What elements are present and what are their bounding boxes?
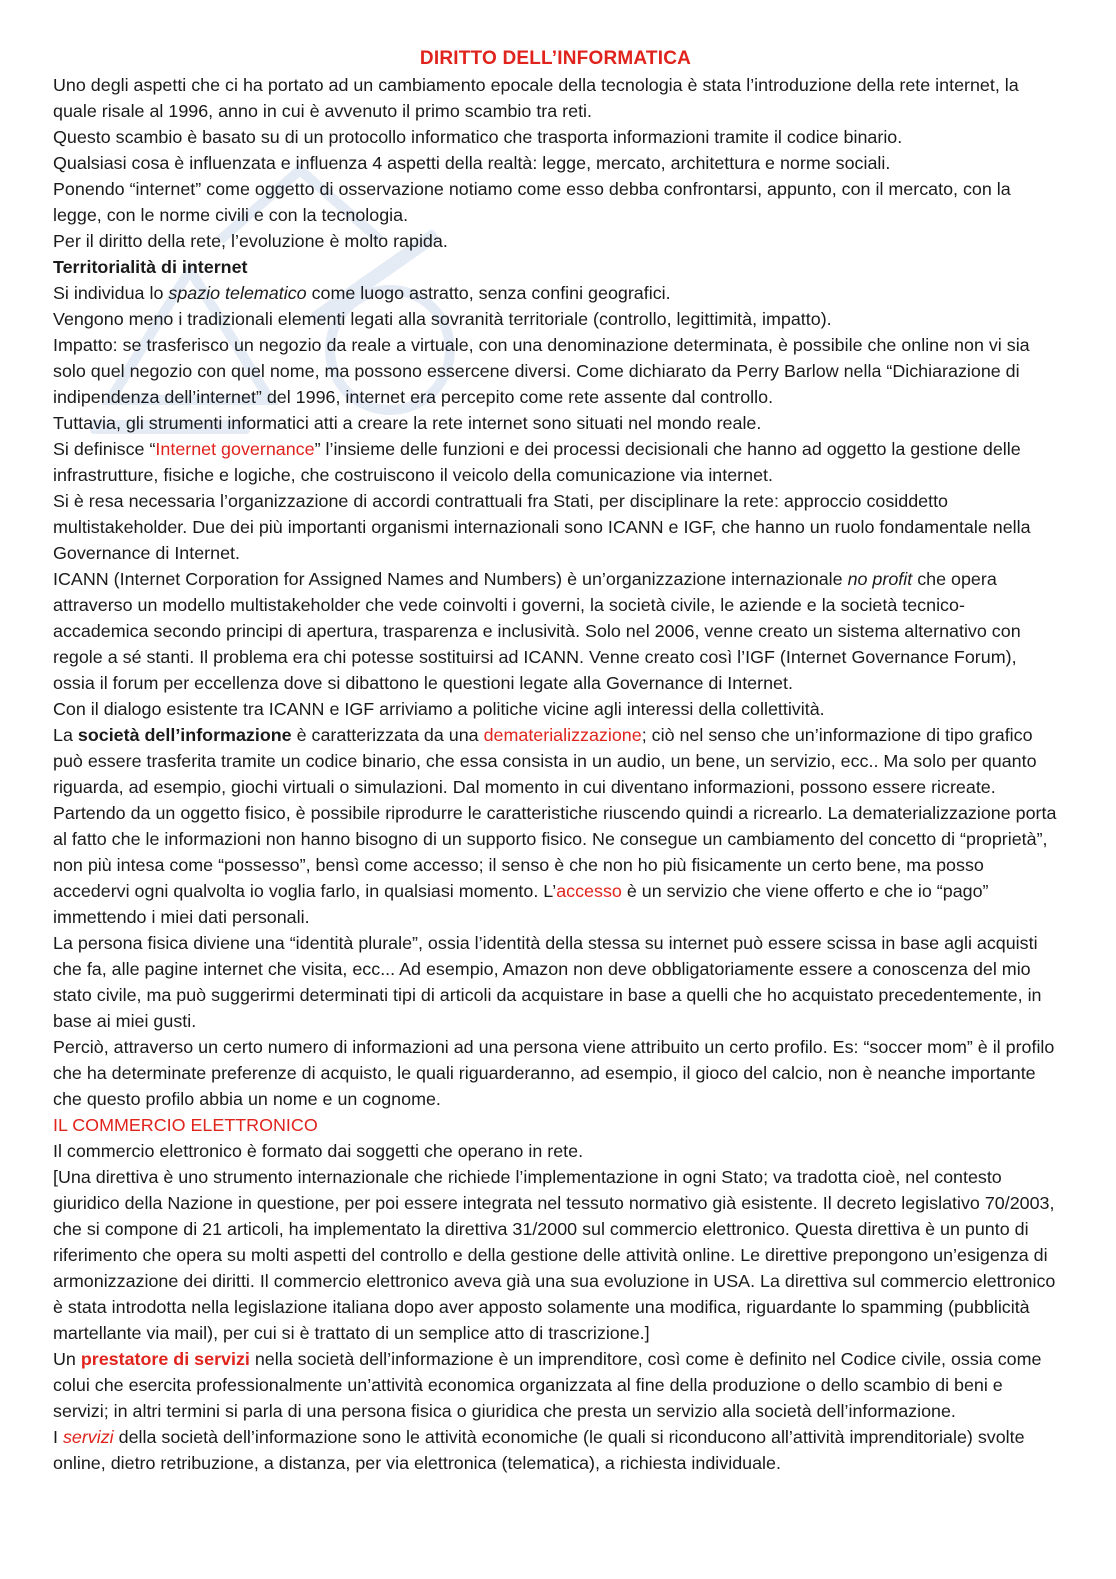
text-run: Si individua lo [53,283,169,303]
paragraph [53,280,1058,306]
text-run: Un [53,1349,81,1369]
paragraph: La persona fisica diviene una “identità plurale”, ossia l’identità della stessa su internet può essere scissa in base agli acquisti che fa, alle pagine internet che visita, ecc... Ad esempio, Amazon non deve obbligatoriamente essere a conoscenza del mio stato civile, ma può suggerirmi determinati tipi di articoli da acquistare in base a quelli che ho acquistato precedentemente, in base ai miei gusti. [53,933,1042,1031]
italic-term: servizi [62,1427,114,1447]
paragraph [53,566,1058,696]
text-run: è caratterizzata da una [291,725,484,745]
paragraph [53,722,1058,930]
highlight-term: dematerializzazione [483,725,642,745]
paragraph: Per il diritto della rete, l’evoluzione è molto rapida. [53,231,448,251]
paragraph: Uno degli aspetti che ci ha portato ad un cambiamento epocale della tecnologia è stata l’introduzione della rete internet, la quale risale al 1996, anno in cui è avvenuto il primo scambio tra reti. [53,75,1019,121]
text-run: ; ciò nel senso che un’informazione di tipo grafico può essere trasferita tramite un codice binario, che essa consista in un audio, un bene, un servizio, ecc.. Ma solo per quanto riguarda, ad esempio, giochi virtuali o simulazioni. Dal momento in cui diventano informazioni, possono essere ricreate. Partendo da un oggetto fisico, è possibile riprodurre le caratteristiche riuscendo quindi a ricrearlo. La dematerializzazione porta al fatto che le informazioni non hanno bisogno di un supporto fisico. Ne consegue un cambiamento del concetto di “proprietà”, non più intesa come “possesso”, bensì come accesso; il senso è che non ho più fisicamente un certo bene, ma posso accedervi ogni qualvolta io voglia farlo, in qualsiasi momento. L’ [53,725,1057,901]
paragraph [53,436,1058,488]
text-run: come luogo astratto, senza confini geografici. [306,283,671,303]
text-run: della società dell’informazione sono le attività economiche (le quali si riconducono all’attività imprenditoriale) svolte online, dietro retribuzione, a distanza, per via elettronica (telematica), a richiesta individuale. [53,1427,1025,1473]
section-heading-commercio: IL COMMERCIO ELETTRONICO [53,1115,318,1135]
paragraph: Vengono meno i tradizionali elementi legati alla sovranità territoriale (controllo, legittimità, impatto). [53,309,832,329]
text-run: La [53,725,78,745]
text-run: ICANN (Internet Corporation for Assigned Names and Numbers) è un’organizzazione internazionale [53,569,848,589]
paragraph: Il commercio elettronico è formato dai soggetti che operano in rete. [53,1141,584,1161]
paragraph [53,1424,1058,1476]
paragraph: Questo scambio è basato su di un protocollo informatico che trasporta informazioni tramite il codice binario. [53,127,903,147]
paragraph: Con il dialogo esistente tra ICANN e IGF arriviamo a politiche vicine agli interessi della collettività. [53,699,825,719]
paragraph: Si è resa necessaria l’organizzazione di accordi contrattuali fra Stati, per disciplinare la rete: approccio cosiddetto multistakeholder. Due dei più importanti organismi internazionali sono ICANN e IGF, che hanno un ruolo fondamentale nella Governance di Internet. [53,491,1031,563]
text-run: è un servizio che viene offerto e che io “pago” immettendo i miei dati personali. [53,881,989,927]
paragraph: [Una direttiva è uno strumento internazionale che richiede l’implementazione in ogni Stato; va tradotta cioè, nel contesto giuridico della Nazione in questione, per poi essere integrata nel tessuto normativo già esistente. Il decreto legislativo 70/2003, che si compone di 21 articoli, ha implementato la direttiva 31/2000 sul commercio elettronico. Questa direttiva è un punto di riferimento che opera su molti aspetti del controllo e della gestione delle attività online. Le direttive prepongono un’esigenza di armonizzazione dei diritti. Il commercio elettronico aveva già una sua evoluzione in USA. La direttiva sul commercio elettronico è stata introdotta nella legislazione italiana dopo aver apposto solamente una modifica, riguardante lo spamming (pubblicità martellante via mail), per cui si è trattato di un semplice atto di trascrizione.] [53,1167,1056,1343]
highlight-term: Internet governance [155,439,315,459]
paragraph [53,1346,1058,1424]
text-run: nella società dell’informazione è un imprenditore, così come è definito nel Codice civile, ossia come colui che esercita professionalmente un’attività economica organizzata al fine della produzione o dello scambio di beni e servizi; in altri termini si parla di una persona fisica o giuridica che presta un servizio alla società dell’informazione. [53,1349,1042,1421]
text-run: che opera attraverso un modello multistakeholder che vede coinvolti i governi, la società civile, le aziende e la società tecnico-accademica secondo principi di apertura, trasparenza e inclusività. Solo nel 2006, venne creato un sistema alternativo con regole a sé stanti. Il problema era chi potesse sostituirsi ad ICANN. Venne creato così l’IGF (Internet Governance Forum), ossia il forum per eccellenza dove si dibattono le questioni legate alla Governance di Internet. [53,569,1021,693]
text-run: ” l’insieme delle funzioni e dei processi decisionali che hanno ad oggetto la gestione delle infrastrutture, fisiche e logiche, che costruiscono il veicolo della comunicazione via internet. [53,439,1021,485]
bold-term: società dell’informazione [77,725,292,745]
paragraph: Impatto: se trasferisco un negozio da reale a virtuale, con una denominazione determinata, è possibile che online non vi sia solo quel negozio con quel nome, ma possono essercene diversi. Come dichiarato da Perry Barlow nella “Dichiarazione di indipendenza dell’internet” del 1996, internet era percepito come rete assente dal controllo. [53,335,1030,407]
section-heading-territorialita: Territorialità di internet [53,257,248,277]
italic-term: spazio telematico [168,283,307,303]
text-run: I [53,1427,63,1447]
document-title: DIRITTO DELL’INFORMATICA [419,48,692,69]
paragraph: Perciò, attraverso un certo numero di informazioni ad una persona viene attribuito un certo profilo. Es: “soccer mom” è il profilo che ha determinate preferenze di acquisto, le quali riguarderanno, ad esempio, il gioco del calcio, non è neanche importante che questo profilo abbia un nome e un cognome. [53,1037,1055,1109]
paragraph: Qualsiasi cosa è influenzata e influenza 4 aspetti della realtà: legge, mercato, architettura e norme sociali. [53,153,891,173]
highlight-term: accesso [556,881,622,901]
paragraph: Ponendo “internet” come oggetto di osservazione notiamo come esso debba confrontarsi, appunto, con il mercato, con la legge, con le norme civili e con la tecnologia. [53,179,1011,225]
bold-term: prestatore di servizi [80,1349,250,1369]
paragraph: Tuttavia, gli strumenti informatici atti a creare la rete internet sono situati nel mondo reale. [53,413,762,433]
italic-term: no profit [847,569,913,589]
text-run: Si definisce “ [53,439,156,459]
